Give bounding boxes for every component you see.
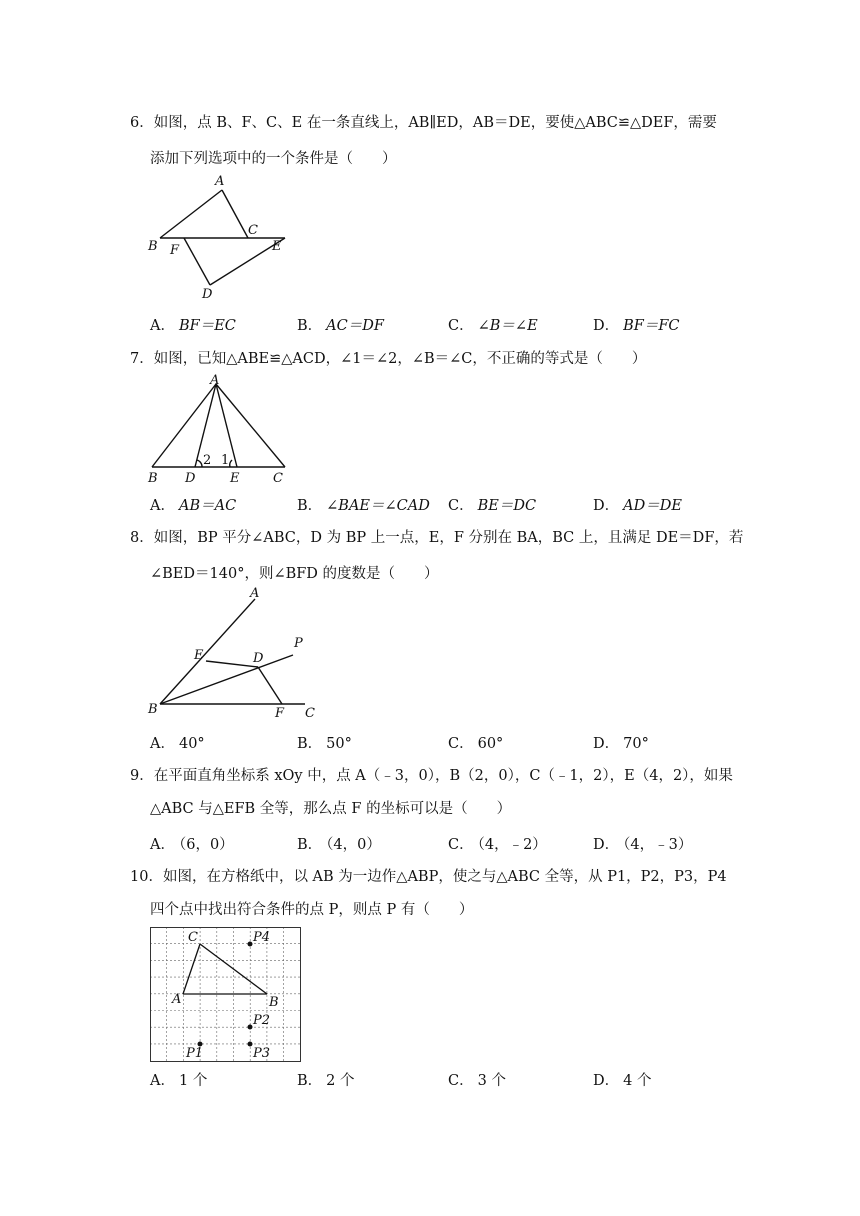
q6-label-a: A	[215, 174, 225, 189]
q7-label-c: C	[273, 471, 283, 486]
q10-label-p3: P3	[253, 1046, 271, 1061]
q7-options	[150, 494, 710, 514]
q6-options	[150, 314, 710, 334]
q10-point-p3	[248, 1042, 253, 1047]
q7-option-b[interactable]: B． ∠BAE＝∠CAD	[297, 498, 430, 514]
q10-options	[150, 1069, 710, 1089]
q6-option-a[interactable]: A． BF＝EC	[150, 318, 236, 334]
q8-label-e: E	[194, 648, 204, 663]
q8-label-c: C	[305, 706, 315, 721]
q8-option-c[interactable]: C． 60°	[448, 736, 504, 752]
q6-stem-line2: 添加下列选项中的一个条件是（ ）	[150, 151, 397, 167]
q8-option-b[interactable]: B． 50°	[297, 736, 352, 752]
q6-label-d: D	[202, 287, 213, 302]
q8-options	[150, 732, 710, 752]
q8-label-p: P	[294, 636, 303, 651]
q10-figure	[150, 927, 302, 1063]
q6-option-d[interactable]: D． BF＝FC	[593, 318, 680, 334]
q10-point-p2	[248, 1025, 253, 1030]
q6-option-c[interactable]: C． ∠B＝∠E	[448, 318, 538, 334]
q10-stem-line1: 10．如图，在方格纸中，以 AB 为一边作△ABP，使之与△ABC 全等，从 P1，P2，P3，P4	[130, 869, 727, 885]
q10-label-p4: P4	[253, 930, 271, 945]
q6-label-f: F	[170, 243, 180, 258]
q7-label-a: A	[210, 373, 220, 388]
q10-stem-line2: 四个点中找出符合条件的点 P，则点 P 有（ ）	[150, 902, 474, 918]
q10-label-a: A	[172, 992, 182, 1007]
q6-label-b: B	[148, 239, 158, 254]
q7-label-d: D	[185, 471, 196, 486]
q10-label-b: B	[269, 995, 279, 1010]
q10-option-b[interactable]: B． 2 个	[297, 1073, 355, 1089]
q7-angle-2: 2	[203, 453, 212, 468]
q6-label-e: E	[272, 239, 282, 254]
q7-option-c[interactable]: C． BE＝DC	[448, 498, 537, 514]
q9-stem-line1: 9．在平面直角坐标系 xOy 中，点 A（﹣3，0），B（2，0），C（﹣1，2），E（4，2），如果	[130, 768, 733, 784]
q9-option-d[interactable]: D． （4，﹣3）	[593, 837, 693, 853]
q7-label-e: E	[230, 471, 240, 486]
q8-stem-line1: 8．如图，BP 平分∠ABC，D 为 BP 上一点，E，F 分别在 BA，BC 上，且满足 DE＝DF，若	[130, 530, 744, 546]
q8-label-b: B	[148, 702, 158, 717]
q6-figure	[140, 170, 300, 310]
q8-option-a[interactable]: A． 40°	[150, 736, 205, 752]
q9-option-b[interactable]: B． （4，0）	[297, 837, 381, 853]
q10-label-p1: P1	[186, 1046, 204, 1061]
q6-stem-line1: 6．如图，点 B、F、C、E 在一条直线上，AB∥ED，AB＝DE，要使△ABC≌△DEF，需要	[130, 115, 717, 131]
q10-option-d[interactable]: D． 4 个	[593, 1073, 652, 1089]
q10-label-p2: P2	[253, 1013, 271, 1028]
q8-stem-line2: ∠BED＝140°，则∠BFD 的度数是（ ）	[150, 566, 439, 582]
q7-label-b: B	[148, 471, 158, 486]
q7-option-d[interactable]: D． AD＝DE	[593, 498, 682, 514]
q6-label-c: C	[248, 223, 258, 238]
q7-angle-1: 1	[221, 453, 230, 468]
q10-option-c[interactable]: C． 3 个	[448, 1073, 506, 1089]
q8-figure	[140, 585, 330, 725]
q8-option-d[interactable]: D． 70°	[593, 736, 649, 752]
q8-label-d: D	[253, 651, 264, 666]
q7-figure	[140, 372, 290, 487]
q9-stem-line2: △ABC 与△EFB 全等，那么点 F 的坐标可以是（ ）	[150, 801, 512, 817]
q9-option-a[interactable]: A． （6，0）	[150, 837, 234, 853]
q8-label-a: A	[250, 586, 260, 601]
q9-options	[150, 833, 710, 853]
q7-option-a[interactable]: A． AB＝AC	[150, 498, 237, 514]
q10-label-c: C	[188, 930, 198, 945]
q10-point-p4	[248, 942, 253, 947]
q10-option-a[interactable]: A． 1 个	[150, 1073, 208, 1089]
q9-option-c[interactable]: C． （4，﹣2）	[448, 837, 547, 853]
q8-label-f: F	[275, 706, 285, 721]
q6-option-b[interactable]: B． AC＝DF	[297, 318, 384, 334]
q7-stem-line1: 7．如图，已知△ABE≌△ACD，∠1＝∠2，∠B＝∠C，不正确的等式是（ ）	[130, 351, 647, 367]
